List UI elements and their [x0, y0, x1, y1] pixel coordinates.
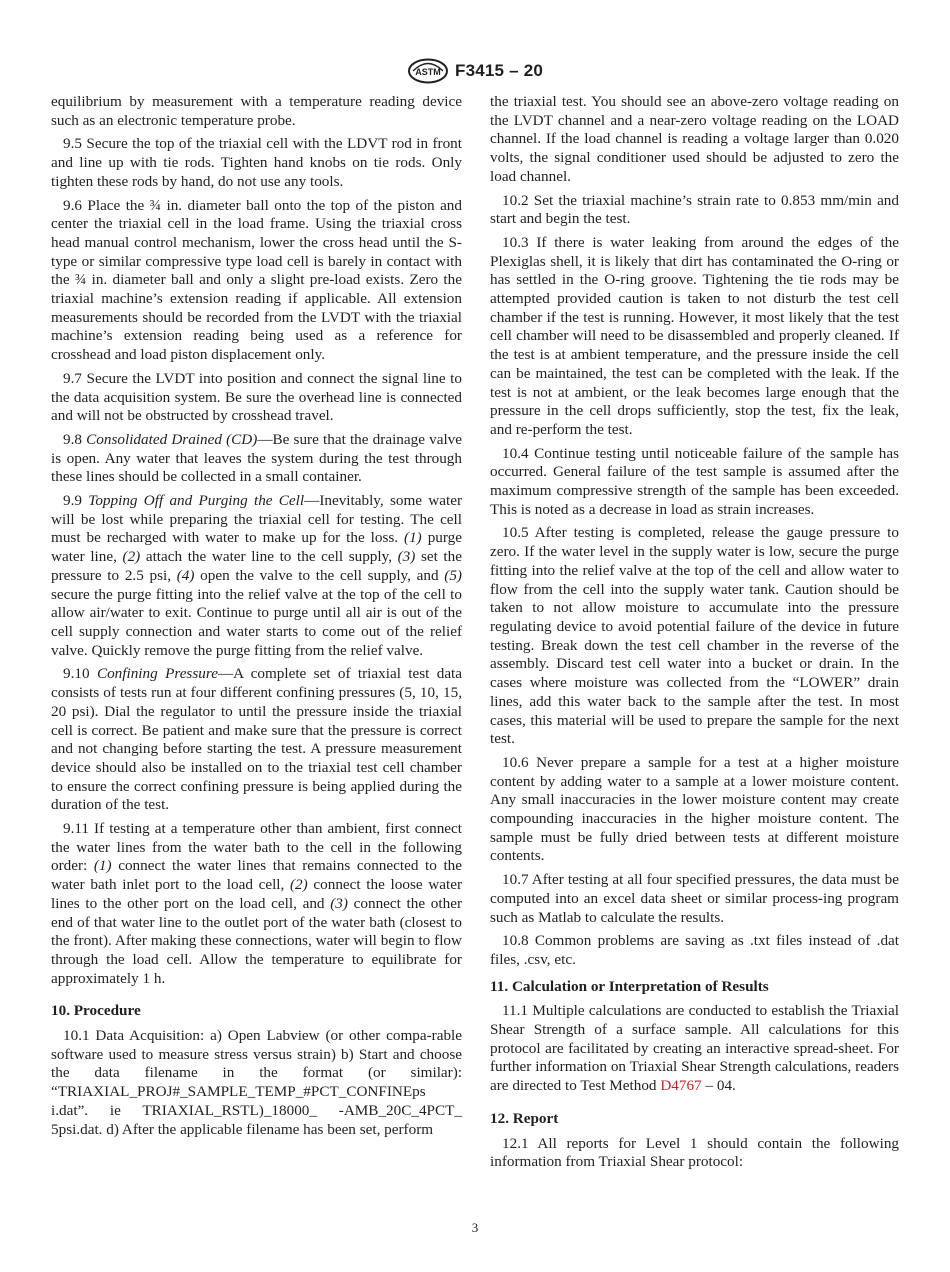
- step-text: connect the loose water lines to the other port on the load cell, and: [51, 876, 463, 912]
- section-number: 9.8: [63, 430, 82, 448]
- step-marker: (3): [330, 894, 348, 912]
- paragraph-9-11: [51, 820, 462, 988]
- paragraph-9-4-continued: equilibrium by measurement with a temperature reading device such as an electronic temperature probe.: [51, 93, 462, 129]
- paragraph-10-8: 10.8 Common problems are saving as .txt files instead of .dat files, .csv, etc.: [490, 932, 899, 968]
- paragraph-9-7: 9.7 Secure the LVDT into position and connect the signal line to the data acquisition system. Be sure the overhead line is connected and will not be obstructed by crosshead travel.: [51, 369, 462, 425]
- step-text: set the pressure to 2.5 psi,: [51, 548, 462, 584]
- left-column: [51, 93, 462, 1144]
- page-number: 3: [471, 1220, 479, 1235]
- heading-calculation: 11. Calculation or Interpretation of Results: [490, 977, 769, 995]
- paragraph-11-1: [490, 1002, 899, 1096]
- step-marker: (2): [122, 548, 141, 566]
- paragraph-9-8: [51, 431, 462, 487]
- step-text: open the valve to the cell supply, and: [200, 566, 439, 584]
- step-text: secure the purge fitting into the relief valve at the top of the cell to allow air/water to exit. Continue to purge until all air is out of the cell supply connection and water starts to come out of the relief valve. Quickly remove the purge fitting from the relief valve.: [51, 585, 462, 659]
- section-title: Consolidated Drained (CD): [86, 430, 258, 448]
- section-text: 11.1 Multiple calculations are conducted to establish the Triaxial Shear Strength of a surface sample. All calculations for this protocol are facilitated by creating an interactive spread-sheet. For further information on Triaxial Shear Strength calculations, readers are directed to Test Method: [490, 1002, 899, 1095]
- paragraph-10-5: 10.5 After testing is completed, release the gauge pressure to zero. If the water level in the supply water is low, secure the purge fitting into the relief valve at the top of the cell and allow water to flow from the cell into the supply water tank. Caution should be taken to not allow moisture to accumulate into the pressure regulating device to avoid potential failure of the device in future testing. Break down the test cell chamber in the reverse of the assembly. Discard test cell water into a bucket or drain. In the cases where moisture was collected from the “LOWER” drain lines, add this water back to the sample after the test. In most cases, this material will be used to prepare the sample for the next test.: [490, 524, 899, 748]
- step-marker: (1): [404, 529, 422, 547]
- section-text: —Be sure that the drainage valve is open. Any water that leaves the system during the test through these lines should be collected in a small container.: [51, 430, 463, 486]
- paragraph-10-6: 10.6 Never prepare a sample for a test at a higher moisture content by adding water to a sample at a lower moisture content. Any small inaccuracies in the lower moisture content may create compounding inaccuracies in the higher moisture content. The sample must be fully dried between tests at different moisture contents.: [490, 753, 899, 865]
- section-text: —A complete set of triaxial test data consists of tests run at four different confining pressures (5, 10, 15, 20 psi). Dial the regulator to until the pressure inside the triaxial cell is correct. Be patient and make sure that the pressure is correct and not changing before starting the test. A pressure measurement device should also be installed on to the triaxial test cell chamber to ensure the correct confining pressure is being applied during the duration of the test.: [51, 665, 463, 814]
- paragraph-10-3: 10.3 If there is water leaking from around the edges of the Plexiglas shell, it is likely that dirt has contaminated the O-ring or has settled in the O-ring groove. Tightening the tie rods may be attempted provided caution is taken to not disturb the test cell chamber if the test is running. However, it most likely that the test cell chamber will need to be disassembled and properly cleaned. If the test is at ambient temperature, and the pressure inside the cell can be maintained, the test can be completed with the leak. If the test is not at ambient, or the leak becomes large enough that the pressure in the cell drops sufficiently, stop the test, fix the leak, and re-perform the test.: [490, 233, 899, 438]
- section-text: —Inevitably, some water will be lost while preparing the triaxial cell for testing. The cell must be recharged with water to make up for the loss.: [51, 492, 463, 547]
- paragraph-10-7: 10.7 After testing at all four specified pressures, the data must be computed into an excel data sheet or similar process-ing program such as Matlab to calculate the results.: [490, 871, 899, 926]
- step-text: attach the water line to the cell supply,: [145, 548, 393, 566]
- astm-logo-icon: [407, 58, 449, 84]
- paragraph-10-1: 10.1 Data Acquisition: a) Open Labview (or other compa-rable software used to measure stress versus strain) b) Start and choose the data filename in the format (or similar): “TRIAXIAL_PROJ#_SAMPLE_TEMP_#PCT_CONFINEps i.dat”. ie TRIAXIAL_RSTL)_18000_ -AMB_20C_4PCT_ 5psi.dat. d) After the applicable filename has been set, perform: [51, 1027, 462, 1138]
- page-header: [0, 56, 950, 86]
- svg-text:ASTM: ASTM: [415, 67, 441, 77]
- section-title: Confining Pressure: [96, 665, 218, 683]
- step-marker: (5): [444, 566, 462, 584]
- section-text: – 04.: [705, 1077, 736, 1095]
- paragraph-9-5: 9.5 Secure the top of the triaxial cell with the LDVT rod in front and line up with tie rods. Tighten hand knobs on tie rods. Only tighten these rods by hand, do not use any tools.: [51, 135, 462, 190]
- paragraph-9-6: 9.6 Place the ¾ in. diameter ball onto the top of the piston and center the triaxial cell in the load frame. Using the triaxial cross head manual control mechanism, lower the cross head until the S-type or similar compressive type load cell is barely in contact with the ¾ in. diameter ball and only a slight pre-load exists. Zero the triaxial machine’s extension reading if applicable. All extension measurements should be recorded from the LVDT with the triaxial machine’s extension reading being used as a reference for crosshead and load piston displacement only.: [51, 196, 462, 364]
- step-marker: (1): [93, 857, 112, 875]
- paragraph-10-4: 10.4 Continue testing until noticeable failure of the sample has occurred. General failure of the test sample is assumed after the maximum compressive strength of the sample has been exceeded. This is noted as a decrease in load as strain increases.: [490, 444, 899, 518]
- paragraph-9-9: [51, 492, 462, 660]
- standard-designation: F3415 – 20: [454, 61, 543, 80]
- step-marker: (4): [176, 566, 195, 584]
- paragraph-9-10: [51, 665, 462, 815]
- step-text: purge water line,: [51, 529, 462, 566]
- step-marker: (2): [290, 876, 308, 894]
- heading-procedure: 10. Procedure: [51, 1002, 141, 1020]
- paragraph-12-1: 12.1 All reports for Level 1 should contain the following information from Triaxial Shear protocol:: [490, 1134, 899, 1171]
- paragraph-10-1-continued: the triaxial test. You should see an above-zero voltage reading on the LVDT channel and a near-zero voltage reading on the LOAD channel. If the load channel is reading a voltage larger than 0.020 volts, the signal conditioner used should be adjusted to zero the load channel.: [490, 93, 899, 185]
- reference-link-d4767[interactable]: D4767: [660, 1077, 702, 1095]
- step-marker: (3): [397, 548, 416, 566]
- heading-report: 12. Report: [490, 1109, 559, 1127]
- section-title: Topping Off and Purging the Cell: [88, 492, 305, 510]
- section-number: 9.10: [63, 665, 90, 683]
- step-text: connect the other end of that water line to the outlet port of the water bath (closest to the front). After making these connections, water will begin to flow through the load cell. Allow the temperature to equilibrate for approximately 1 h.: [51, 894, 463, 987]
- paragraph-10-2: 10.2 Set the triaxial machine’s strain rate to 0.853 mm/min and start and begin the test.: [490, 191, 899, 228]
- section-number: 9.9: [63, 492, 82, 510]
- step-text: connect the water lines that remains connected to the water bath inlet port to the load cell,: [51, 857, 463, 894]
- section-text: 9.11 If testing at a temperature other than ambient, first connect the water lines from the water bath to the cell in the following order:: [51, 820, 462, 875]
- right-column: [490, 93, 899, 1177]
